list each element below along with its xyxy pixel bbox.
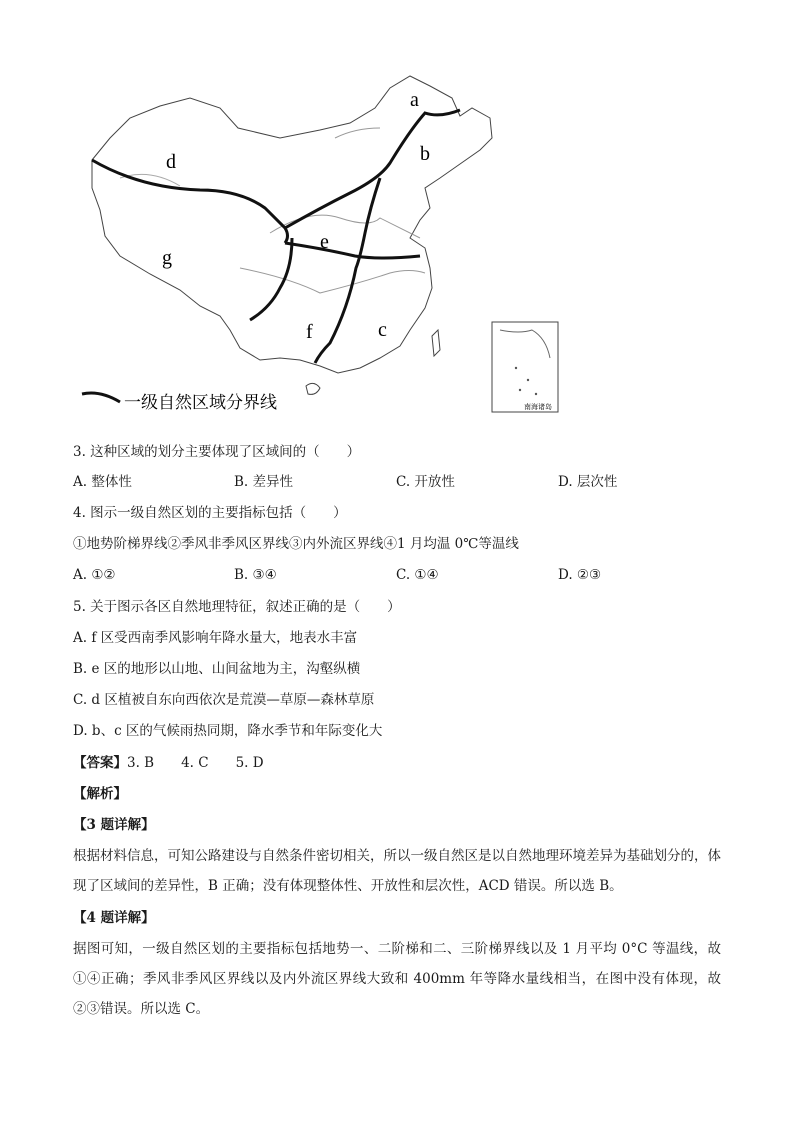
region-label-a: a [410,89,419,111]
detail-3-text: 根据材料信息，可知公路建设与自然条件密切相关，所以一级自然区是以自然地理环境差异为基础划分的，体现了区域间的差异性，B 正确；没有体现整体性、开放性和层次性，ACD 错误。所以选 B。 [73,848,721,894]
question-3-option-b: B. 差异性 [234,474,294,490]
map-svg [80,68,580,418]
hainan-island [306,383,320,394]
region-label-e: e [320,231,329,253]
answer-text: 3. B 4. C 5. D [127,755,264,771]
inset-island-dot [527,379,529,381]
detail-4-label: 【4 题详解】 [73,910,155,926]
answer-label: 【答案】 [73,755,127,771]
region-label-c: c [378,319,387,341]
inset-island-dot [515,367,517,369]
question-3-option-d: D. 层次性 [558,474,618,490]
question-4-option-d: D. ②③ [558,567,602,583]
question-5-option-b: B. e 区的地形以山地、山间盆地为主，沟壑纵横 [73,661,361,677]
region-label-b: b [420,143,430,165]
answer-line [73,754,264,772]
region-label-d: d [166,151,176,173]
inset-caption: 南海诸岛 [524,403,552,411]
question-5-stem: 5. 关于图示各区自然地理特征，叙述正确的是（ ） [73,599,401,615]
question-4-stem: 4. 图示一级自然区划的主要指标包括（ ） [73,505,347,521]
boundary-line-2 [285,110,460,228]
question-5-option-d: D. b、c 区的气候雨热同期，降水季节和年际变化大 [73,723,383,739]
taiwan-island [432,330,440,356]
question-3-option-a: A. 整体性 [73,474,132,490]
inset-island-dot [535,393,537,395]
boundary-line-1 [92,160,288,243]
china-natural-regions-map [80,68,580,418]
inset-frame [492,322,558,412]
region-label-g: g [162,247,172,269]
question-3-stem: 3. 这种区域的划分主要体现了区域间的（ ） [73,444,361,460]
legend-text: 一级自然区域分界线 [124,393,277,413]
boundary-line-5 [250,238,292,320]
region-label-f: f [306,321,313,343]
question-4-option-a: A. ①② [73,567,116,583]
question-5-option-c: C. d 区植被自东向西依次是荒漠—草原—森林草原 [73,692,375,708]
river-north [335,128,380,138]
question-5-option-a: A. f 区受西南季风影响年降水量大，地表水丰富 [73,630,358,646]
question-3-option-c: C. 开放性 [396,474,455,490]
question-4-indicators: ①地势阶梯界线②季风非季风区界线③内外流区界线④1 月均温 0℃等温线 [73,536,519,552]
river-yangtze [240,268,425,293]
analysis-label: 【解析】 [73,786,127,802]
question-4-option-c: C. ①④ [396,567,439,583]
boundary-line-3 [285,243,420,258]
legend-line-sample [82,393,120,402]
river-yellow [270,215,420,238]
detail-3-label: 【3 题详解】 [73,817,155,833]
detail-4-text: 据图可知，一级自然区划的主要指标包括地势一、二阶梯和二、三阶梯界线以及 1 月平均 0°C 等温线，故①④正确；季风非季风区界线以及内外流区界线大致和 400mm 年等降水量线相当，在图中没有体现，故②③错误。所以选 C。 [73,941,721,1017]
question-4-option-b: B. ③④ [234,567,277,583]
inset-island-dot [519,389,521,391]
